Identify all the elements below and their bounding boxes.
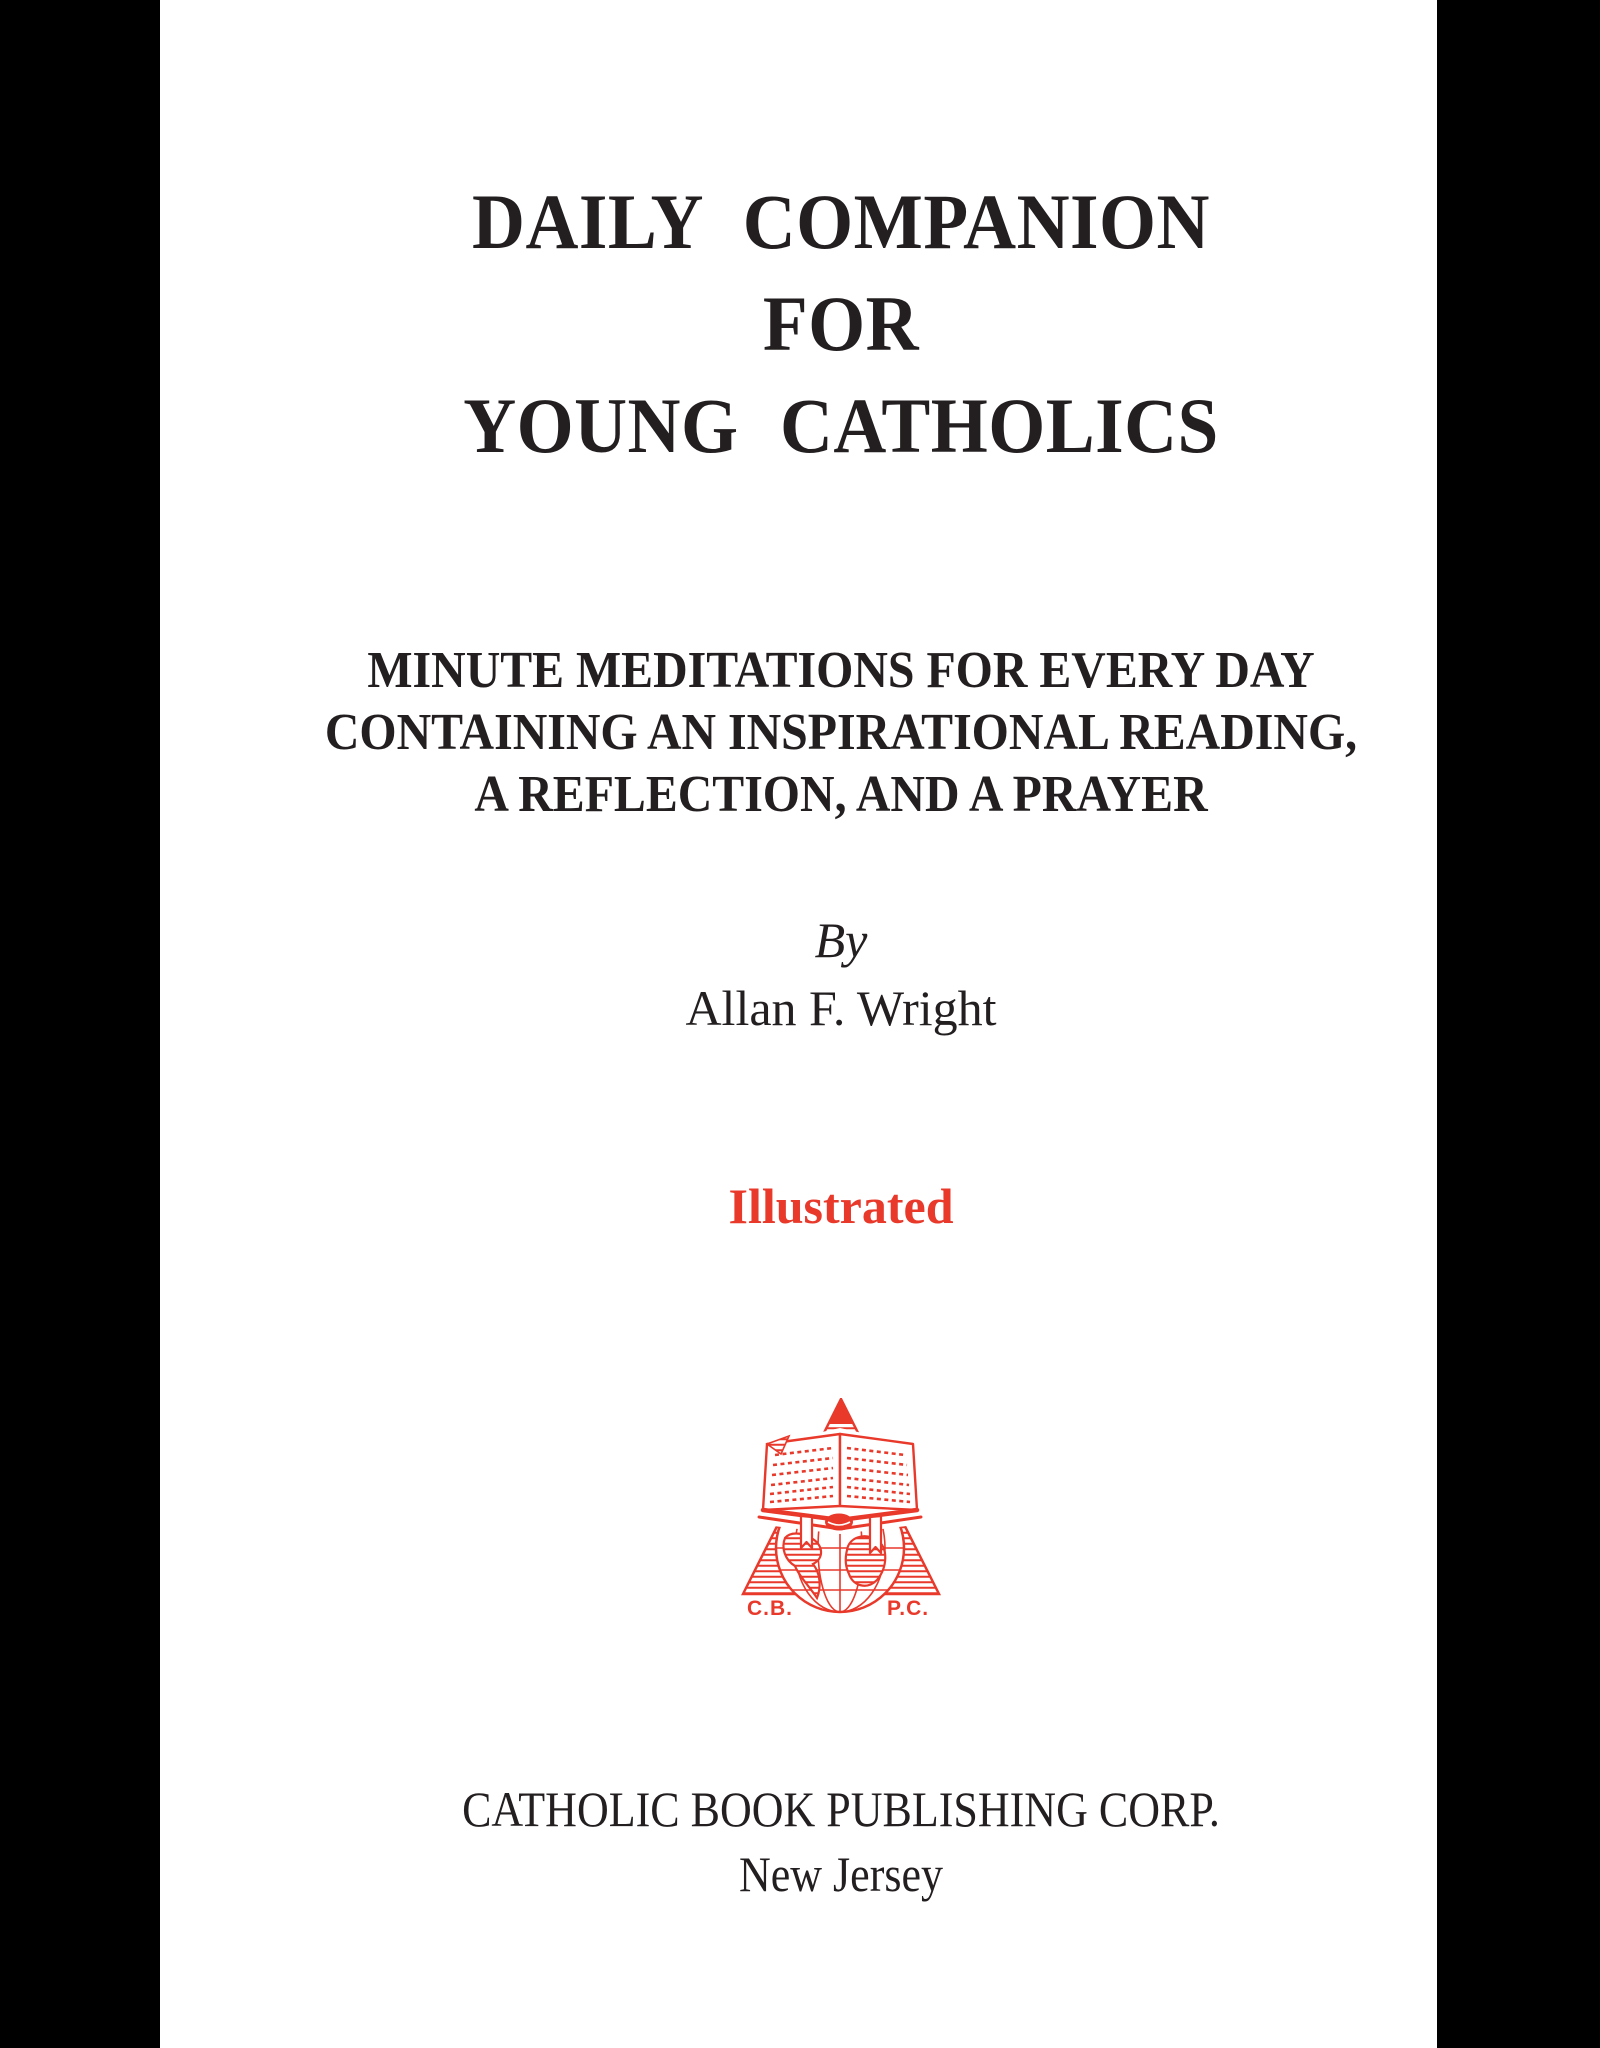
title-line-3: YOUNG CATHOLICS [463,382,1219,469]
edition-note: Illustrated [728,1178,954,1234]
title-line-1: DAILY COMPANION [472,178,1210,265]
byline-prefix: By [814,912,868,968]
title-page [160,0,1437,2048]
letterbox-left [0,0,160,2048]
publisher-logo-icon [741,1398,941,1622]
publisher-location: New Jersey [738,1846,944,1902]
logo-initials-right: P.C. [887,1597,930,1620]
logo-initials-left: C.B. [747,1597,793,1620]
publisher-name: CATHOLIC BOOK PUBLISHING CORP. [462,1781,1220,1837]
subtitle-line-3: A REFLECTION, AND A PRAYER [474,766,1208,823]
publisher-imprint [317,1777,1366,1907]
subtitle-line-1: MINUTE MEDITATIONS FOR EVERY DAY [367,642,1315,699]
book-subtitle [293,640,1390,826]
letterbox-right [1437,0,1600,2048]
publisher-logo [741,1398,941,1622]
title-page-content [245,0,1437,2048]
title-line-2: FOR [762,280,920,367]
byline [245,906,1437,1042]
book-title [281,171,1401,477]
subtitle-line-2: CONTAINING AN INSPIRATIONAL READING, [324,704,1358,761]
author-name: Allan F. Wright [685,980,997,1036]
